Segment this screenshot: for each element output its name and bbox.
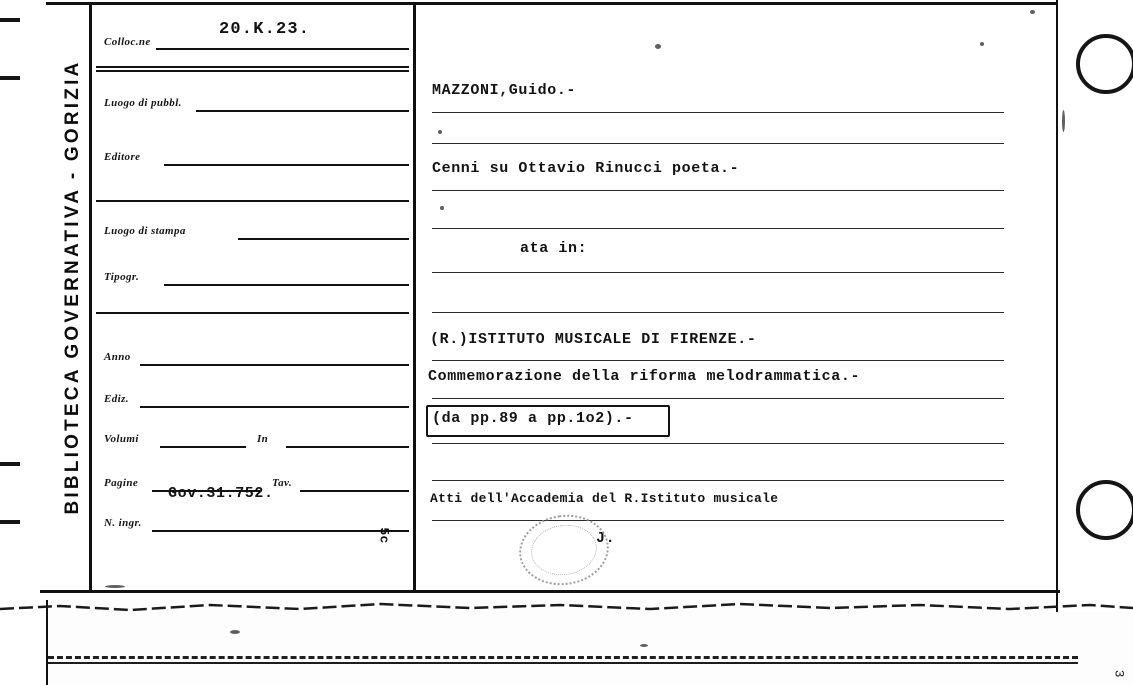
- rule-tavole: [300, 490, 409, 492]
- scan-speck: [440, 206, 444, 210]
- rule-edizione: [140, 406, 409, 408]
- rule-editore: [164, 164, 409, 166]
- scan-torn-edge: [0, 600, 1133, 614]
- card-border-top: [46, 2, 1056, 5]
- page-left-edge: [0, 0, 48, 685]
- field-label-n-ingresso: N. ingr.: [104, 517, 142, 529]
- entry-title: Cenni su Ottavio Rinucci poeta.-: [432, 160, 740, 177]
- field-label-tavole: Tav.: [272, 477, 293, 489]
- scan-bottom-dashed-line: [48, 656, 1078, 659]
- binder-hole-bottom-left: [0, 462, 20, 524]
- scan-speck: [655, 44, 661, 49]
- pages-bracket-box: [426, 405, 670, 437]
- binder-hole-top-left: [0, 18, 20, 80]
- pencil-mark-center: J.: [596, 530, 616, 547]
- institution-spine-label: BIBLIOTECA GOVERNATIVA - GORIZIA: [62, 59, 83, 515]
- column-divider: [413, 4, 416, 590]
- rule-entry-9: [432, 443, 1004, 444]
- rule-entry-7: [432, 360, 1004, 361]
- rule-entry-11: [432, 520, 1004, 521]
- field-label-anno: Anno: [104, 351, 131, 363]
- scan-bottom-solid-line: [48, 662, 1078, 664]
- field-label-pagine: Pagine: [104, 477, 139, 489]
- field-label-edizione: Ediz.: [104, 393, 129, 405]
- entry-author: MAZZONI,Guido.-: [432, 82, 577, 99]
- rule-luogo-pubbl: [196, 110, 409, 112]
- rule-entry-10: [432, 480, 1004, 481]
- rule-tipografo: [164, 284, 409, 286]
- scan-speck: [230, 630, 240, 634]
- card-border-bottom: [40, 590, 1060, 593]
- rule-entry-1: [432, 112, 1004, 113]
- field-label-collocazione: Colloc.ne: [104, 36, 151, 48]
- scan-speck: [105, 585, 125, 588]
- field-label-tipografo: Tipogr.: [104, 271, 140, 283]
- page-corner-mark: 3: [1111, 669, 1127, 678]
- rule-separator-3: [96, 312, 409, 314]
- entry-footer-note: Atti dell'Accademia del R.Istituto musicale: [430, 491, 779, 506]
- rule-separator-2: [96, 200, 409, 202]
- value-n-ingresso: Gov.31.752.: [168, 485, 274, 502]
- field-label-editore: Editore: [104, 151, 141, 163]
- rule-luogo-stampa: [238, 238, 409, 240]
- entry-series-institution: (R.)ISTITUTO MUSICALE DI FIRENZE.-: [430, 331, 757, 348]
- pencil-mark-left: 5c: [376, 527, 392, 544]
- rule-anno: [140, 364, 409, 366]
- scan-speck: [980, 42, 984, 46]
- scan-speck: [1030, 10, 1035, 14]
- entry-pages-bracket: (da pp.89 a pp.1o2).-: [432, 410, 634, 427]
- binder-hole-top-right: [1076, 34, 1133, 94]
- rule-entry-4: [432, 228, 1004, 229]
- rule-entry-6: [432, 312, 1004, 313]
- rule-entry-3: [432, 190, 1004, 191]
- binder-hole-bottom-right: [1076, 480, 1133, 540]
- value-collocazione: 20.K.23.: [219, 20, 311, 39]
- entry-published-in-label: ata in:: [520, 240, 588, 257]
- scan-speck: [438, 130, 442, 134]
- rule-separator-1b: [96, 70, 409, 72]
- entry-series-line-1: Commemorazione della riforma melodrammatica.-: [428, 368, 861, 385]
- rule-entry-5: [432, 272, 1004, 273]
- ink-stamp-inner-ring: [528, 521, 600, 580]
- scan-speck: [640, 644, 648, 647]
- rule-in-formato: [286, 446, 409, 448]
- rule-entry-8: [432, 398, 1004, 399]
- field-label-volumi: Volumi: [104, 433, 139, 445]
- field-label-luogo-di-stampa: Luogo di stampa: [104, 225, 186, 237]
- field-label-in-formato: In: [257, 433, 269, 445]
- rule-collocazione: [156, 48, 409, 50]
- rule-volumi: [160, 446, 246, 448]
- card-spine: [48, 4, 92, 590]
- field-label-luogo-di-pubbl: Luogo di pubbl.: [104, 97, 182, 109]
- rule-n-ingresso: [152, 530, 409, 532]
- rule-entry-2: [432, 143, 1004, 144]
- rule-separator-1: [96, 66, 409, 68]
- scan-speck: [1062, 110, 1065, 132]
